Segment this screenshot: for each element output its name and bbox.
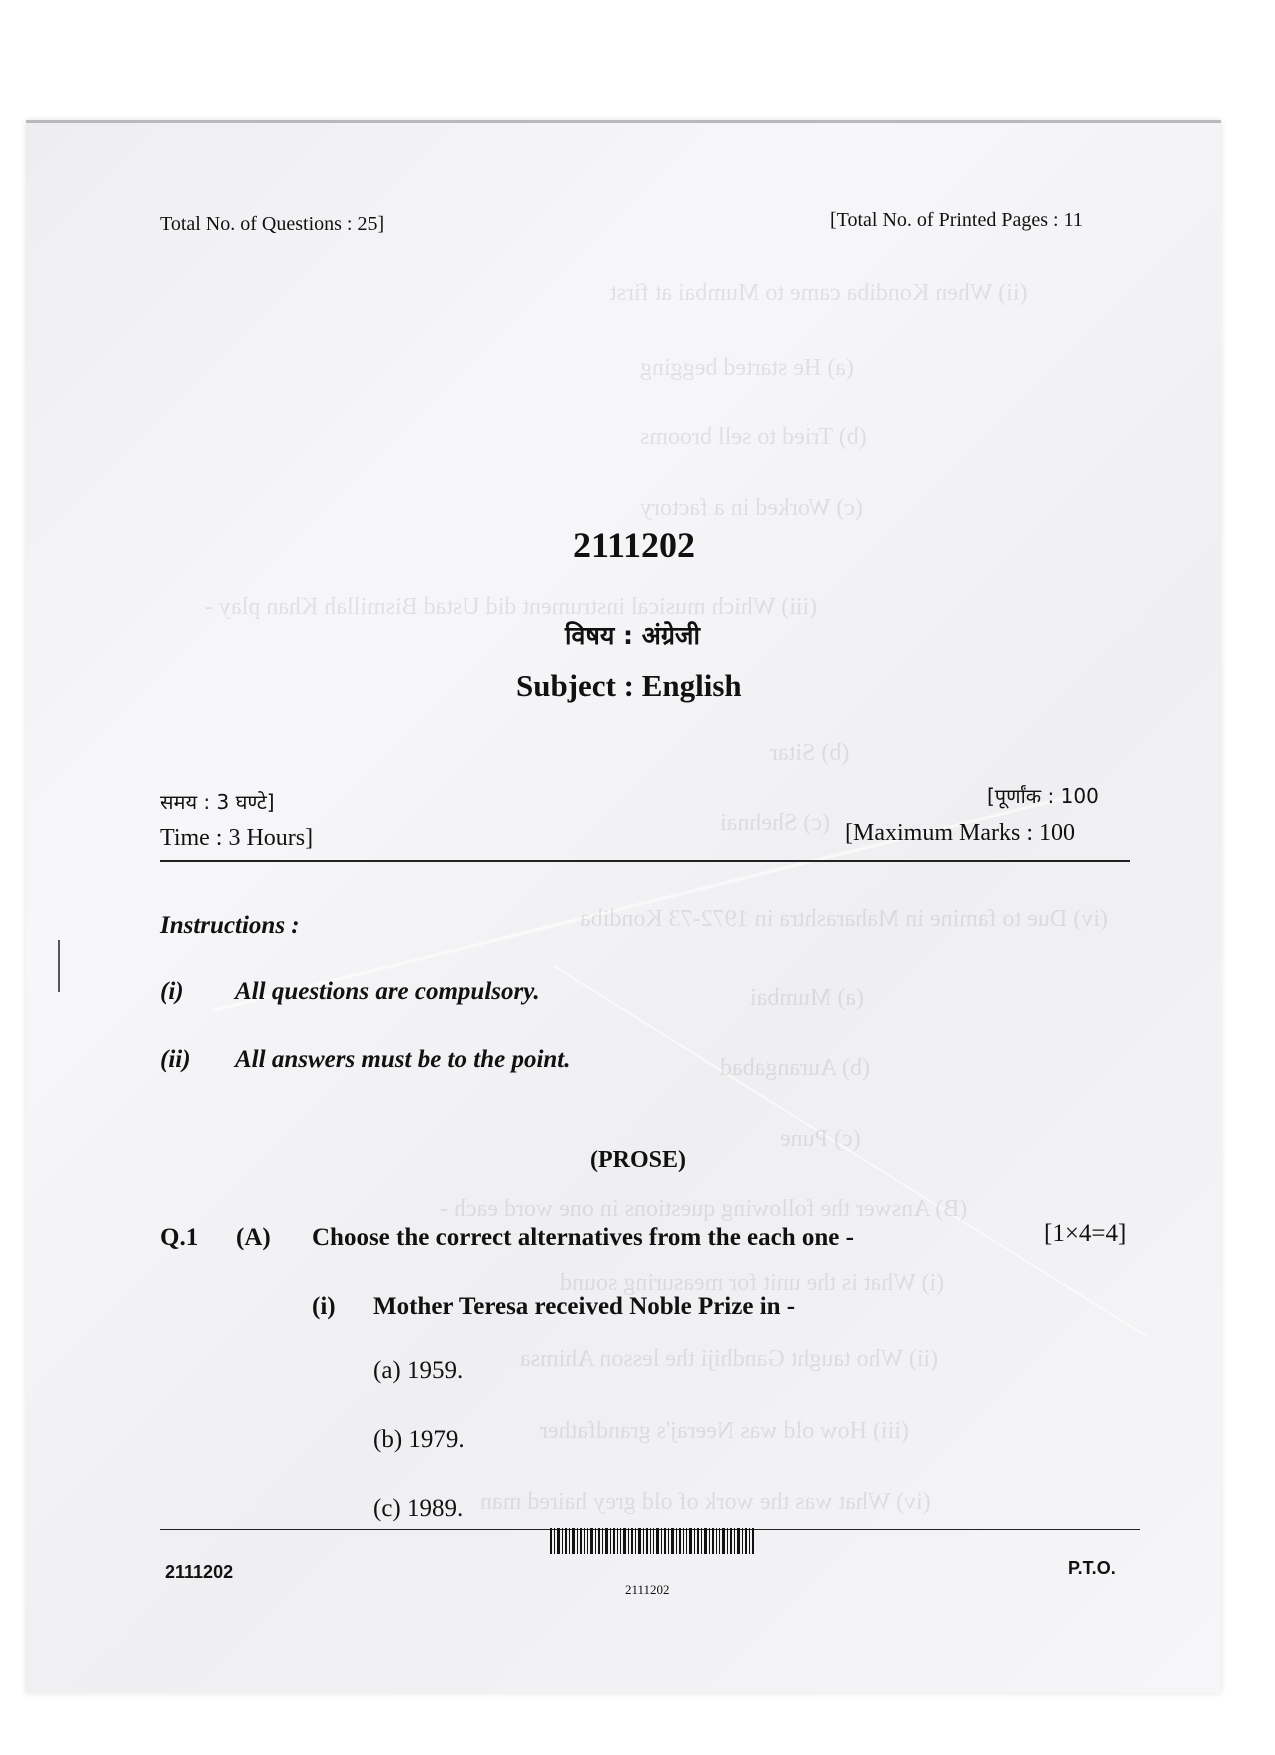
marks-hindi: [पूर्णांक : 100	[987, 784, 1099, 808]
answer-option: (c) 1989.	[373, 1495, 464, 1522]
instruction-number: (i)	[160, 978, 184, 1005]
bleed-through-text: (ii) When Kondiba came to Mumbai at first	[610, 280, 1028, 306]
question-marks: [1×4=4]	[1044, 1220, 1127, 1247]
bleed-through-text: (iii) Which musical instrument did Ustad Bismillah Khan play -	[205, 594, 818, 620]
subject-hindi: विषय : अंग्रेजी	[565, 621, 700, 650]
instruction-number: (ii)	[160, 1046, 191, 1073]
instruction-text: All answers must be to the point.	[235, 1046, 571, 1073]
sub-question-number: (i)	[312, 1293, 336, 1320]
time-hindi: समय : 3 घण्टे]	[160, 790, 275, 814]
bleed-through-text: (b) Tried to sell brooms	[640, 424, 867, 450]
bleed-through-text: (b) Aurangabad	[720, 1055, 870, 1081]
sub-question-text: Mother Teresa received Noble Prize in -	[373, 1293, 796, 1320]
barcode-number: 2111202	[625, 1582, 670, 1597]
pto-label: P.T.O.	[1068, 1558, 1116, 1578]
bleed-through-text: (ii) Who taught Gandhiji the lesson Ahimsa	[520, 1346, 939, 1372]
footer-paper-code: 2111202	[165, 1562, 234, 1582]
bleed-through-text: (iv) What was the work of old grey haired man	[480, 1489, 931, 1515]
question-number: Q.1	[160, 1224, 199, 1251]
bleed-through-text: (iv) Due to famine in Maharashtra in 1972-73 Kondiba	[580, 906, 1108, 932]
time-english: Time : 3 Hours]	[160, 825, 314, 851]
bleed-through-text: (c) Worked in a factory	[640, 495, 863, 521]
marks-english: [Maximum Marks : 100	[845, 820, 1075, 846]
instruction-text: All questions are compulsory.	[235, 978, 540, 1005]
bleed-through-text: (a) He started begging	[640, 355, 854, 381]
total-pages: [Total No. of Printed Pages : 11	[830, 209, 1083, 231]
section-title: (PROSE)	[590, 1147, 686, 1173]
bleed-through-text: (B) Answer the following questions in one word each -	[440, 1196, 968, 1222]
question-part: (A)	[236, 1224, 271, 1251]
instructions-heading: Instructions :	[160, 912, 300, 939]
bleed-through-text: (c) Pune	[780, 1126, 861, 1152]
bleed-through-text: (b) Sitar	[770, 740, 850, 766]
barcode	[550, 1528, 754, 1554]
margin-pen-mark	[58, 940, 60, 992]
total-questions: Total No. of Questions : 25]	[160, 213, 385, 235]
question-text: Choose the correct alternatives from the each one -	[312, 1224, 854, 1251]
answer-option: (b) 1979.	[373, 1426, 465, 1453]
bleed-through-text: (c) Shehnai	[720, 810, 830, 836]
answer-option: (a) 1959.	[373, 1357, 464, 1384]
paper-code: 2111202	[573, 525, 696, 565]
subject-title: Subject : English	[516, 668, 742, 703]
bleed-through-text: (a) Mumbai	[750, 985, 864, 1011]
bleed-through-text: (i) What is the unit for measuring sound	[560, 1270, 945, 1296]
bleed-through-text: (iii) How old was Neeraj's grandfather	[540, 1418, 909, 1444]
header-rule	[160, 860, 1130, 862]
